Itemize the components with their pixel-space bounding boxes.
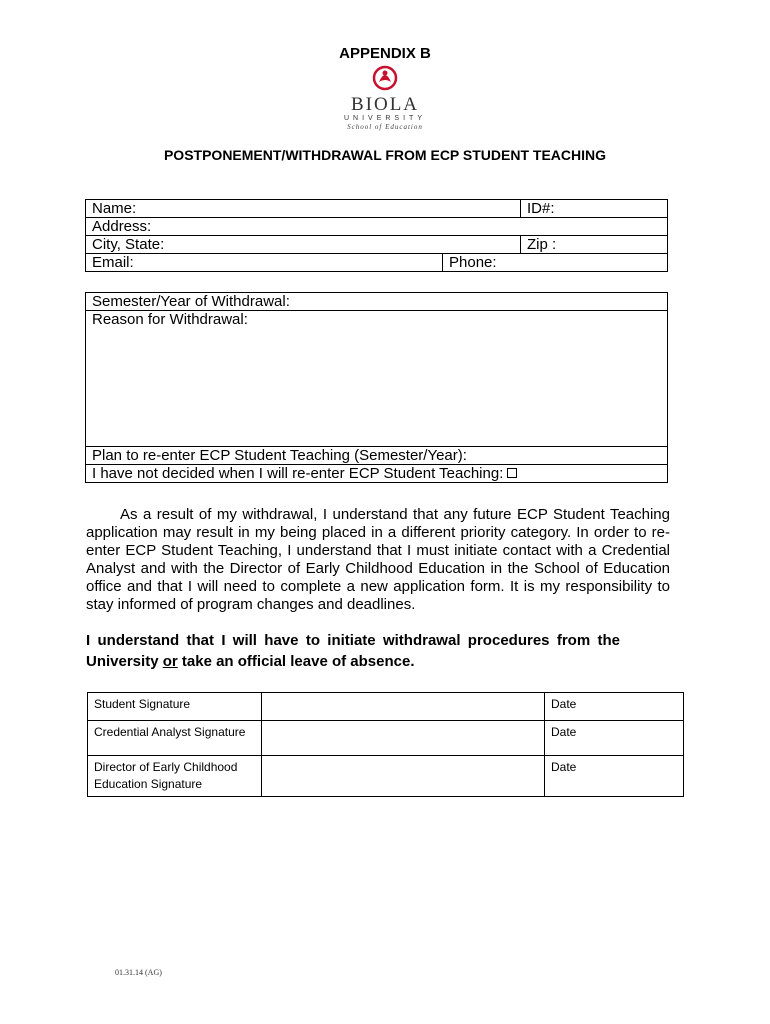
director-signature-label: Director of Early Childhood Education Signature [94,760,238,791]
logo-university: UNIVERSITY [343,115,426,122]
logo-name: BIOLA [350,94,420,115]
statement-text: As a result of my withdrawal, I understand that any future ECP Student Teaching application may result in my being placed in a different priority category. In order to re-enter ECP Student Teaching, I understand that I must initiate contact with a Credential Analyst and with the Director of Early Childhood Education in the School of Education office and that I will need to complete a new application form. It is my responsibility to stay informed of program changes and deadlines. [86,506,670,613]
student-info-table [85,199,668,272]
city-state-label: City, State: [92,236,165,253]
notice-part2: take an official leave of absence. [181,653,415,670]
signature-label-cell [88,756,262,797]
phone-label: Phone: [449,254,497,271]
date-label: Date [551,760,577,774]
table-row [86,218,668,236]
credential-analyst-signature-label: Credential Analyst Signature [94,725,246,739]
footer-code: 01.31.14 (AG) [115,968,162,977]
date-field[interactable] [545,693,684,721]
city-state-field[interactable] [86,236,521,254]
semester-label: Semester/Year of Withdrawal: [92,293,290,310]
table-row [88,721,684,756]
table-row [86,311,668,447]
notice-part1: I understand that I will have to initiate withdrawal procedures from the University [86,632,620,670]
table-row [88,693,684,721]
table-row [86,254,668,272]
zip-field[interactable] [521,236,668,254]
withdrawal-table [85,292,668,483]
semester-field[interactable] [86,293,668,311]
reason-field[interactable] [86,311,668,447]
signature-table [87,692,684,797]
reason-label: Reason for Withdrawal: [92,311,248,328]
student-signature-field[interactable] [262,693,545,721]
undecided-row [86,465,668,483]
undecided-label: I have not decided when I will re-enter ECP Student Teaching: [92,465,504,482]
withdrawal-notice [86,630,620,672]
id-label: ID#: [527,200,555,217]
table-row [86,447,668,465]
credential-analyst-signature-field[interactable] [262,721,545,756]
statement-paragraph [86,506,670,614]
name-label: Name: [92,200,137,217]
table-row [86,465,668,483]
table-row [86,236,668,254]
notice-or: or [162,653,178,670]
phone-field[interactable] [443,254,668,272]
reenter-label: Plan to re-enter ECP Student Teaching (Semester/Year): [92,447,467,464]
date-field[interactable] [545,756,684,797]
address-field[interactable] [86,218,668,236]
reenter-field[interactable] [86,447,668,465]
signature-label-cell [88,693,262,721]
appendix-heading: APPENDIX B [339,45,431,62]
undecided-checkbox[interactable] [507,468,517,478]
logo-school: School of Education [347,123,423,131]
address-label: Address: [92,218,152,235]
name-field[interactable] [86,200,521,218]
table-row [86,200,668,218]
director-signature-field[interactable] [262,756,545,797]
zip-label: Zip : [527,236,557,253]
table-row [88,756,684,797]
student-signature-label: Student Signature [94,697,191,711]
email-field[interactable] [86,254,443,272]
form-title: POSTPONEMENT/WITHDRAWAL FROM ECP STUDENT TEACHING [163,147,607,163]
signature-label-cell [88,721,262,756]
email-label: Email: [92,254,134,271]
table-row [86,293,668,311]
id-field[interactable] [521,200,668,218]
date-label: Date [551,725,577,739]
date-field[interactable] [545,721,684,756]
date-label: Date [551,697,577,711]
